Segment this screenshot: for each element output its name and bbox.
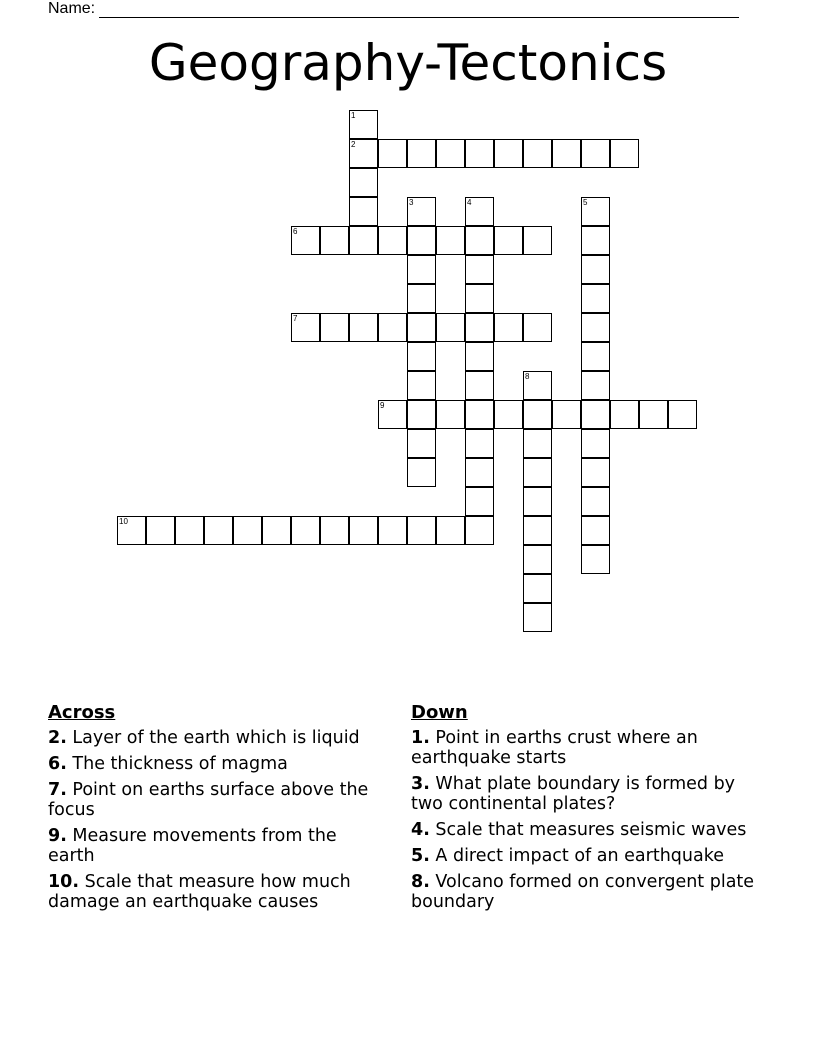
grid-cell[interactable]: [523, 574, 552, 603]
grid-cell[interactable]: [494, 313, 523, 342]
grid-cell[interactable]: [117, 516, 146, 545]
grid-cell[interactable]: [581, 226, 610, 255]
grid-cell[interactable]: [639, 400, 668, 429]
grid-cell[interactable]: [349, 110, 378, 139]
grid-cell[interactable]: [523, 458, 552, 487]
grid-cell[interactable]: [407, 284, 436, 313]
grid-cell[interactable]: [378, 516, 407, 545]
grid-cell[interactable]: [233, 516, 262, 545]
grid-cell[interactable]: [581, 371, 610, 400]
grid-cell[interactable]: [552, 400, 581, 429]
grid-cell[interactable]: [523, 226, 552, 255]
grid-cell[interactable]: [581, 284, 610, 313]
grid-cell[interactable]: [523, 487, 552, 516]
grid-cell[interactable]: [146, 516, 175, 545]
clue-across-6: 6. The thickness of magma: [48, 754, 288, 774]
grid-cell[interactable]: [378, 139, 407, 168]
grid-cell[interactable]: [465, 429, 494, 458]
grid-cell[interactable]: [320, 516, 349, 545]
grid-cell[interactable]: [465, 284, 494, 313]
grid-cell[interactable]: [494, 226, 523, 255]
grid-cell[interactable]: [378, 400, 407, 429]
down-clues: [411, 702, 761, 918]
grid-cell[interactable]: [465, 197, 494, 226]
grid-cell[interactable]: [349, 313, 378, 342]
grid-cell[interactable]: [494, 139, 523, 168]
grid-cell[interactable]: [581, 139, 610, 168]
grid-cell[interactable]: [436, 516, 465, 545]
grid-cell[interactable]: [291, 313, 320, 342]
grid-cell[interactable]: [436, 226, 465, 255]
grid-cell[interactable]: [581, 342, 610, 371]
cell-number: 1: [351, 111, 356, 120]
grid-cell[interactable]: [581, 429, 610, 458]
page-title: Geography-Tectonics: [148, 34, 668, 92]
grid-cell[interactable]: [407, 197, 436, 226]
clue-down-3: 3. What plate boundary is formed by two continental plates?: [411, 774, 736, 814]
grid-cell[interactable]: [436, 139, 465, 168]
grid-cell[interactable]: [291, 226, 320, 255]
grid-cell[interactable]: [465, 313, 494, 342]
grid-cell[interactable]: [581, 545, 610, 574]
grid-cell[interactable]: [436, 400, 465, 429]
grid-cell[interactable]: [668, 400, 697, 429]
grid-cell[interactable]: [523, 429, 552, 458]
grid-cell[interactable]: [552, 139, 581, 168]
grid-cell[interactable]: [465, 516, 494, 545]
cell-number: 4: [467, 198, 472, 207]
grid-cell[interactable]: [407, 313, 436, 342]
grid-cell[interactable]: [407, 139, 436, 168]
grid-cell[interactable]: [465, 226, 494, 255]
grid-cell[interactable]: [494, 400, 523, 429]
grid-cell[interactable]: [407, 516, 436, 545]
grid-cell[interactable]: [407, 342, 436, 371]
grid-cell[interactable]: [610, 400, 639, 429]
clue-down-5: 5. A direct impact of an earthquake: [411, 846, 724, 866]
grid-cell[interactable]: [581, 255, 610, 284]
cell-number: 7: [293, 314, 298, 323]
grid-cell[interactable]: [349, 139, 378, 168]
grid-cell[interactable]: [407, 226, 436, 255]
name-label: Name:: [48, 0, 96, 17]
cell-number: 3: [409, 198, 414, 207]
grid-cell[interactable]: [523, 139, 552, 168]
grid-cell[interactable]: [581, 487, 610, 516]
clue-across-9: 9. Measure movements from the earth: [48, 826, 337, 866]
clue-down-4: 4. Scale that measures seismic waves: [411, 820, 747, 840]
grid-cell[interactable]: [465, 400, 494, 429]
grid-cell[interactable]: [349, 226, 378, 255]
cell-number: 9: [380, 401, 385, 410]
grid-cell[interactable]: [378, 226, 407, 255]
grid-cell[interactable]: [465, 458, 494, 487]
grid-cell[interactable]: [581, 458, 610, 487]
grid-cell[interactable]: [349, 197, 378, 226]
grid-cell[interactable]: [523, 516, 552, 545]
grid-cell[interactable]: [465, 342, 494, 371]
grid-cell[interactable]: [378, 313, 407, 342]
across-clues: [48, 702, 388, 918]
grid-cell[interactable]: [523, 545, 552, 574]
grid-cell[interactable]: [262, 516, 291, 545]
grid-cell[interactable]: [610, 139, 639, 168]
clue-down-1: 1. Point in earths crust where an earthquake starts: [411, 728, 698, 768]
clue-down-8: 8. Volcano formed on convergent plate boundary: [411, 872, 755, 912]
clue-across-10: 10. Scale that measure how much damage an earthquake causes: [48, 872, 351, 912]
grid-cell[interactable]: [204, 516, 233, 545]
grid-cell[interactable]: [581, 516, 610, 545]
grid-cell[interactable]: [407, 429, 436, 458]
grid-cell[interactable]: [581, 400, 610, 429]
grid-cell[interactable]: [581, 313, 610, 342]
cell-number: 6: [293, 227, 298, 236]
cell-number: 8: [525, 372, 530, 381]
grid-cell[interactable]: [407, 400, 436, 429]
clue-across-7: 7. Point on earths surface above the focus: [48, 780, 369, 820]
grid-cell[interactable]: [465, 255, 494, 284]
grid-cell[interactable]: [523, 603, 552, 632]
grid-cell[interactable]: [407, 255, 436, 284]
grid-cell[interactable]: [407, 371, 436, 400]
grid-cell[interactable]: [407, 458, 436, 487]
grid-cell[interactable]: [349, 168, 378, 197]
grid-cell[interactable]: [465, 139, 494, 168]
grid-cell[interactable]: [349, 516, 378, 545]
cell-number: 5: [583, 198, 588, 207]
grid-cell[interactable]: [291, 516, 320, 545]
grid-cell[interactable]: [523, 371, 552, 400]
grid-cell[interactable]: [523, 400, 552, 429]
grid-cell[interactable]: [465, 487, 494, 516]
grid-cell[interactable]: [581, 197, 610, 226]
grid-cell[interactable]: [320, 313, 349, 342]
down-heading: Down: [411, 702, 468, 723]
grid-cell[interactable]: [465, 371, 494, 400]
grid-cell[interactable]: [523, 313, 552, 342]
cell-number: 2: [351, 140, 356, 149]
grid-cell[interactable]: [436, 313, 465, 342]
clue-across-2: 2. Layer of the earth which is liquid: [48, 728, 360, 748]
grid-cell[interactable]: [320, 226, 349, 255]
grid-cell[interactable]: [175, 516, 204, 545]
cell-number: 10: [119, 517, 128, 526]
across-heading: Across: [48, 702, 116, 723]
